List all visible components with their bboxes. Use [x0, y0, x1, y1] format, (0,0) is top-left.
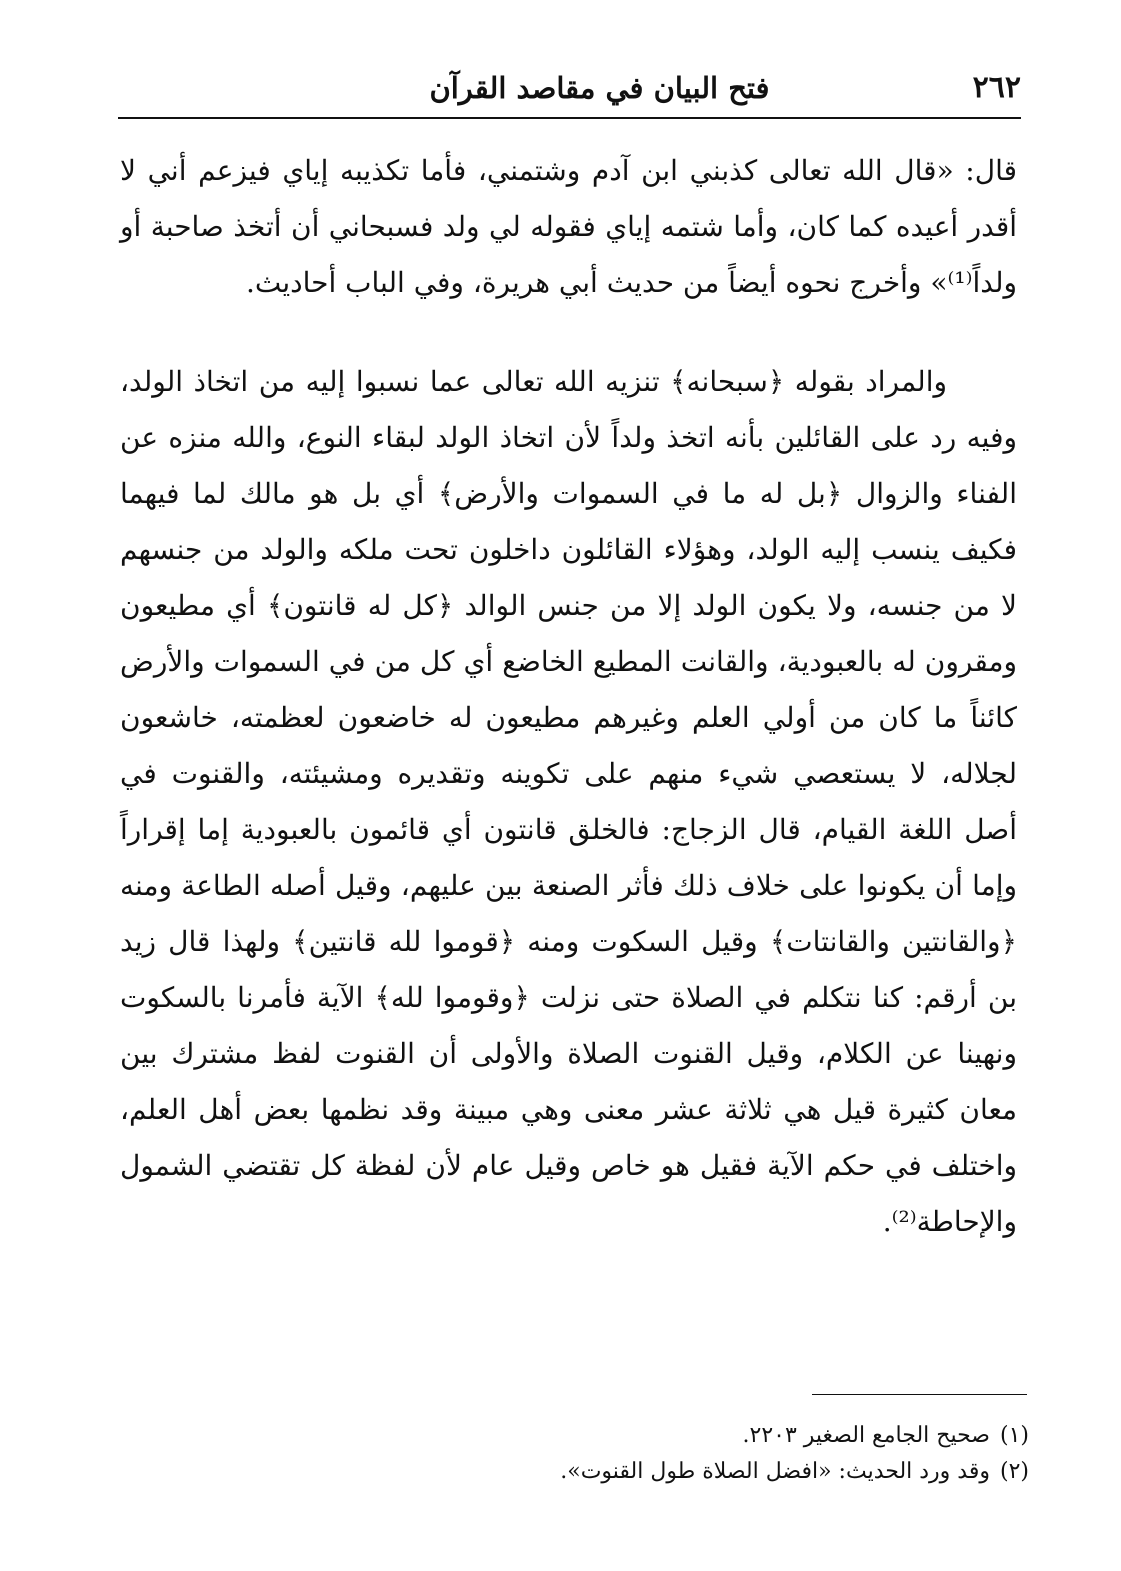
paragraph-commentary: والمراد بقوله ﴿سبحانه﴾ تنزيه الله تعالى عما نسبوا إليه من اتخاذ الولد، وفيه رد على القائلين بأنه اتخذ ولداً لأن اتخاذ الولد لبقاء النوع، والله منزه عن الفناء والزوال ﴿بل له ما في السموات والأرض﴾ أي بل هو مالك لما فيهما فكيف ينسب إليه الولد، وهؤلاء القائلون داخلون تحت ملكه والولد من جنسهم لا من جنسه، ولا يكون الولد إلا من جنس الوالد ﴿كل له قانتون﴾ أي مطيعون ومقرون له بالعبودية، والقانت المطيع الخاضع أي كل من في السموات والأرض كائناً ما كان من أولي العلم وغيرهم مطيعون له خاضعون لعظمته، خاشعون لجلاله، لا يستعصي شيء منهم على تكوينه وتقديره ومشيئته، والقنوت في أصل اللغة القيام، قال الزجاج: فالخلق قانتون أي قائمون بالعبودية إما إقراراً وإما أن يكونوا على خلاف ذلك فأثر الصنعة بين عليهم، وقيل أصله الطاعة ومنه ﴿والقانتين والقانتات﴾ وقيل السكوت ومنه ﴿قوموا لله قانتين﴾ ولهذا قال زيد بن أرقم: كنا نتكلم في الصلاة حتى نزلت ﴿وقوموا لله﴾ الآية فأمرنا بالسكوت ونهينا عن الكلام، وقيل القنوت الصلاة والأولى أن القنوت لفظ مشترك بين معان كثيرة قيل هي ثلاثة عشر معنى وهي مبينة وقد نظمها بعض أهل العلم، واختلف في حكم الآية فقيل هو خاص وقيل عام لأن لفظة كل تقتضي الشمول والإحاطة⁽²⁾. — [120, 365, 1017, 1238]
footnote-2 — [120, 1454, 1029, 1490]
footnote-text: صحيح الجامع الصغير ٢٢٠٣. — [742, 1423, 990, 1448]
footnote-divider — [812, 1394, 1027, 1395]
footnotes — [120, 1418, 1029, 1490]
footnote-text: وقد ورد الحديث: «افضل الصلاة طول القنوت». — [560, 1459, 990, 1484]
footnote-number: (١) — [999, 1423, 1029, 1448]
footnote-number: (٢) — [999, 1459, 1029, 1484]
book-title: فتح البيان في مقاصد القرآن — [429, 71, 770, 105]
running-header — [118, 62, 1021, 114]
footnote-1 — [120, 1418, 1029, 1454]
page-number: ٢٦٢ — [972, 70, 1021, 105]
paragraph-hadith: قال: «قال الله تعالى كذبني ابن آدم وشتمني، فأما تكذيبه إياي فيزعم أني لا أقدر أعيده كما كان، وأما شتمه إياي فقوله لي ولد فسبحاني أن أتخذ صاحبة أو ولداً⁽¹⁾» وأخرج نحوه أيضاً من حديث أبي هريرة، وفي الباب أحاديث. — [120, 154, 1017, 299]
header-divider — [118, 117, 1021, 119]
